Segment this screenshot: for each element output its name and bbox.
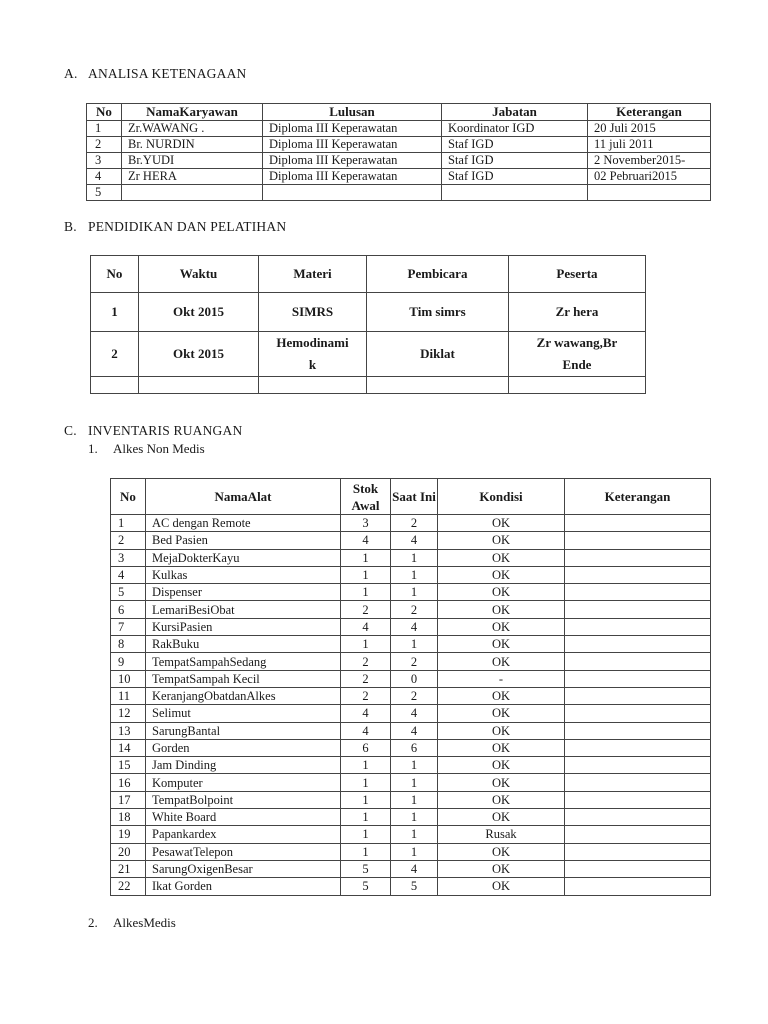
table-row: [111, 653, 711, 670]
cell-keterangan: [565, 826, 711, 843]
cell-nama-alat: PesawatTelepon: [146, 843, 341, 860]
cell-keterangan: [565, 566, 711, 583]
cell-kondisi: Rusak: [438, 826, 565, 843]
table-row: [87, 137, 711, 153]
cell-nama-alat: Dispenser: [146, 584, 341, 601]
cell-peserta-line1: Zr wawang,Br: [536, 335, 618, 350]
cell-kondisi: OK: [438, 774, 565, 791]
cell-keterangan: [565, 860, 711, 877]
cell-kondisi: OK: [438, 860, 565, 877]
cell-keterangan: [565, 809, 711, 826]
cell-stok-awal: 5: [341, 860, 391, 877]
cell-no: 3: [87, 153, 122, 169]
table-row: [87, 153, 711, 169]
cell-no: 2: [87, 137, 122, 153]
section-b-title: PENDIDIKAN DAN PELATIHAN: [88, 219, 287, 234]
cell-nama-alat: KursiPasien: [146, 618, 341, 635]
table-row: [111, 843, 711, 860]
cell-stok-awal: 2: [341, 670, 391, 687]
cell-keterangan: [565, 705, 711, 722]
cell-no: 5: [87, 185, 122, 201]
cell-no: 1: [91, 293, 139, 332]
subsection-1-heading: [88, 441, 205, 457]
cell-kondisi: OK: [438, 791, 565, 808]
col-header-keterangan: Keterangan: [565, 479, 711, 515]
cell-no: 20: [111, 843, 146, 860]
cell-nama-alat: Ikat Gorden: [146, 878, 341, 895]
table-header-row: [111, 479, 711, 515]
col-header-no: No: [91, 256, 139, 293]
cell-saat-ini: 4: [391, 722, 438, 739]
cell-stok-awal: 1: [341, 826, 391, 843]
col-header-pembicara: Pembicara: [367, 256, 509, 293]
table-row: [87, 169, 711, 185]
cell-keterangan: [565, 584, 711, 601]
cell-nama-alat: LemariBesiObat: [146, 601, 341, 618]
cell-stok-awal: 2: [341, 687, 391, 704]
cell-keterangan: [565, 722, 711, 739]
cell-keterangan: [565, 653, 711, 670]
cell-saat-ini: 0: [391, 670, 438, 687]
section-b-label: B.: [64, 219, 77, 234]
table-row: [111, 601, 711, 618]
cell-saat-ini: 1: [391, 549, 438, 566]
cell-peserta: [509, 332, 646, 377]
cell-lulusan: [263, 185, 442, 201]
cell-saat-ini: 1: [391, 843, 438, 860]
cell-stok-awal: 1: [341, 757, 391, 774]
cell-jabatan: Staf IGD: [442, 137, 588, 153]
cell-stok-awal: 2: [341, 601, 391, 618]
cell-stok-awal: 1: [341, 843, 391, 860]
training-table: [90, 255, 646, 394]
cell-no: 13: [111, 722, 146, 739]
cell-keterangan: 20 Juli 2015: [588, 121, 711, 137]
cell-stok-awal: 1: [341, 774, 391, 791]
cell-kondisi: OK: [438, 757, 565, 774]
subsection-2-number: 2.: [88, 915, 98, 930]
table-row: [87, 121, 711, 137]
cell-keterangan: [565, 515, 711, 532]
subsection-1-title: Alkes Non Medis: [113, 441, 205, 456]
cell-saat-ini: 4: [391, 618, 438, 635]
table-row: [111, 826, 711, 843]
cell-stok-awal: 1: [341, 549, 391, 566]
cell-lulusan: Diploma III Keperawatan: [263, 153, 442, 169]
table-row: [91, 293, 646, 332]
cell-no: 4: [111, 566, 146, 583]
cell-jabatan: Koordinator IGD: [442, 121, 588, 137]
cell-saat-ini: 2: [391, 601, 438, 618]
cell-kondisi: OK: [438, 809, 565, 826]
cell-no: 9: [111, 653, 146, 670]
section-c-heading: [64, 423, 242, 439]
cell-no: 8: [111, 636, 146, 653]
table-row-empty: [91, 377, 646, 394]
cell-stok-awal: 4: [341, 532, 391, 549]
cell-no: 17: [111, 791, 146, 808]
cell-stok-awal: 1: [341, 584, 391, 601]
cell-nama-alat: Gorden: [146, 739, 341, 756]
cell-waktu: Okt 2015: [139, 332, 259, 377]
table-row: [91, 332, 646, 377]
cell-no: 6: [111, 601, 146, 618]
subsection-1-number: 1.: [88, 441, 98, 456]
cell-keterangan: [565, 757, 711, 774]
cell-saat-ini: 4: [391, 705, 438, 722]
cell-kondisi: OK: [438, 843, 565, 860]
cell-saat-ini: 5: [391, 878, 438, 895]
cell-no: 21: [111, 860, 146, 877]
cell-keterangan: [588, 185, 711, 201]
cell-nama-alat: MejaDokterKayu: [146, 549, 341, 566]
table-header-row: [87, 104, 711, 121]
cell-nama-alat: Kulkas: [146, 566, 341, 583]
section-c-title: INVENTARIS RUANGAN: [88, 423, 243, 438]
cell-saat-ini: 4: [391, 532, 438, 549]
cell-keterangan: 02 Pebruari2015: [588, 169, 711, 185]
table-row: [111, 636, 711, 653]
cell-peserta-line2: Ende: [562, 357, 592, 372]
cell-jabatan: Staf IGD: [442, 169, 588, 185]
cell-materi-line2: k: [308, 357, 317, 372]
cell-no: 3: [111, 549, 146, 566]
table-row: [111, 618, 711, 635]
cell-nama-alat: Jam Dinding: [146, 757, 341, 774]
cell-no: 5: [111, 584, 146, 601]
cell-no: 2: [111, 532, 146, 549]
col-header-no: No: [87, 104, 122, 121]
cell-saat-ini: 4: [391, 860, 438, 877]
cell-nama-alat: KeranjangObatdanAlkes: [146, 687, 341, 704]
cell-no: 1: [111, 515, 146, 532]
cell-kondisi: OK: [438, 515, 565, 532]
cell-kondisi: OK: [438, 687, 565, 704]
cell-nama-karyawan: Zr HERA: [122, 169, 263, 185]
table-row: [111, 549, 711, 566]
cell-no: 15: [111, 757, 146, 774]
cell-saat-ini: 1: [391, 636, 438, 653]
cell-nama-karyawan: Zr.WAWANG .: [122, 121, 263, 137]
table-row: [111, 532, 711, 549]
cell-peserta: Zr hera: [509, 293, 646, 332]
table-row: [111, 809, 711, 826]
table-row: [111, 860, 711, 877]
cell-keterangan: 2 November2015-: [588, 153, 711, 169]
col-header-jabatan: Jabatan: [442, 104, 588, 121]
table-row: [111, 757, 711, 774]
section-a-label: A.: [64, 66, 78, 81]
cell-pembicara: [367, 377, 509, 394]
cell-keterangan: [565, 878, 711, 895]
cell-nama-alat: White Board: [146, 809, 341, 826]
inventory-table: [110, 478, 711, 896]
cell-stok-awal: 4: [341, 722, 391, 739]
cell-nama-alat: TempatBolpoint: [146, 791, 341, 808]
cell-saat-ini: 1: [391, 774, 438, 791]
cell-stok-awal: 1: [341, 566, 391, 583]
cell-saat-ini: 1: [391, 791, 438, 808]
cell-nama-alat: Komputer: [146, 774, 341, 791]
cell-stok-awal: 1: [341, 636, 391, 653]
cell-kondisi: OK: [438, 584, 565, 601]
cell-kondisi: OK: [438, 705, 565, 722]
cell-no: 1: [87, 121, 122, 137]
cell-no: 19: [111, 826, 146, 843]
cell-nama-alat: Papankardex: [146, 826, 341, 843]
section-b-heading: [64, 219, 286, 235]
cell-keterangan: [565, 549, 711, 566]
cell-saat-ini: 1: [391, 584, 438, 601]
table-row: [111, 791, 711, 808]
col-header-peserta: Peserta: [509, 256, 646, 293]
cell-lulusan: Diploma III Keperawatan: [263, 121, 442, 137]
cell-no: 16: [111, 774, 146, 791]
cell-no: [91, 377, 139, 394]
table-header-row: [91, 256, 646, 293]
cell-kondisi: OK: [438, 532, 565, 549]
cell-stok-awal: 4: [341, 618, 391, 635]
cell-saat-ini: 2: [391, 653, 438, 670]
cell-nama-karyawan: [122, 185, 263, 201]
cell-nama-alat: Selimut: [146, 705, 341, 722]
cell-kondisi: OK: [438, 653, 565, 670]
cell-keterangan: [565, 774, 711, 791]
subsection-2-title: AlkesMedis: [113, 915, 176, 930]
cell-saat-ini: 2: [391, 687, 438, 704]
cell-nama-alat: RakBuku: [146, 636, 341, 653]
section-c-label: C.: [64, 423, 77, 438]
table-row: [111, 878, 711, 895]
col-header-waktu: Waktu: [139, 256, 259, 293]
cell-keterangan: [565, 532, 711, 549]
cell-materi: SIMRS: [259, 293, 367, 332]
cell-keterangan: 11 juli 2011: [588, 137, 711, 153]
cell-nama-alat: SarungBantal: [146, 722, 341, 739]
col-header-kondisi: Kondisi: [438, 479, 565, 515]
cell-keterangan: [565, 670, 711, 687]
cell-nama-alat: SarungOxigenBesar: [146, 860, 341, 877]
cell-peserta: [509, 377, 646, 394]
cell-no: 4: [87, 169, 122, 185]
cell-saat-ini: 6: [391, 739, 438, 756]
table-row: [87, 185, 711, 201]
cell-nama-karyawan: Br. NURDIN: [122, 137, 263, 153]
cell-pembicara: Tim simrs: [367, 293, 509, 332]
cell-jabatan: [442, 185, 588, 201]
cell-keterangan: [565, 843, 711, 860]
cell-jabatan: Staf IGD: [442, 153, 588, 169]
cell-kondisi: OK: [438, 601, 565, 618]
section-a-heading: [64, 66, 246, 82]
cell-nama-alat: Bed Pasien: [146, 532, 341, 549]
staff-analysis-table: [86, 103, 711, 201]
cell-keterangan: [565, 791, 711, 808]
cell-nama-alat: TempatSampahSedang: [146, 653, 341, 670]
col-header-no: No: [111, 479, 146, 515]
col-header-stok-awal: Stok Awal: [341, 479, 391, 515]
cell-no: 11: [111, 687, 146, 704]
col-header-lulusan: Lulusan: [263, 104, 442, 121]
table-row: [111, 739, 711, 756]
table-row: [111, 670, 711, 687]
col-header-nama-alat: NamaAlat: [146, 479, 341, 515]
col-header-keterangan: Keterangan: [588, 104, 711, 121]
col-header-saat-ini: Saat Ini: [391, 479, 438, 515]
cell-lulusan: Diploma III Keperawatan: [263, 137, 442, 153]
cell-keterangan: [565, 636, 711, 653]
cell-no: 18: [111, 809, 146, 826]
cell-saat-ini: 1: [391, 566, 438, 583]
table-row: [111, 722, 711, 739]
cell-waktu: Okt 2015: [139, 293, 259, 332]
cell-lulusan: Diploma III Keperawatan: [263, 169, 442, 185]
cell-kondisi: -: [438, 670, 565, 687]
cell-kondisi: OK: [438, 739, 565, 756]
cell-kondisi: OK: [438, 722, 565, 739]
cell-kondisi: OK: [438, 636, 565, 653]
cell-stok-awal: 5: [341, 878, 391, 895]
cell-materi-line1: Hemodinami: [276, 335, 349, 350]
cell-saat-ini: 1: [391, 809, 438, 826]
cell-no: 14: [111, 739, 146, 756]
cell-no: 22: [111, 878, 146, 895]
table-row: [111, 774, 711, 791]
cell-keterangan: [565, 739, 711, 756]
cell-saat-ini: 2: [391, 515, 438, 532]
subsection-2-heading: [88, 915, 176, 931]
cell-stok-awal: 1: [341, 791, 391, 808]
cell-nama-alat: TempatSampah Kecil: [146, 670, 341, 687]
cell-kondisi: OK: [438, 566, 565, 583]
cell-stok-awal: 4: [341, 705, 391, 722]
cell-nama-alat: AC dengan Remote: [146, 515, 341, 532]
cell-stok-awal: 2: [341, 653, 391, 670]
cell-kondisi: OK: [438, 878, 565, 895]
table-row: [111, 687, 711, 704]
cell-nama-karyawan: Br.YUDI: [122, 153, 263, 169]
cell-keterangan: [565, 601, 711, 618]
cell-materi: [259, 377, 367, 394]
section-a-title: ANALISA KETENAGAAN: [88, 66, 247, 81]
cell-stok-awal: 3: [341, 515, 391, 532]
cell-waktu: [139, 377, 259, 394]
cell-kondisi: OK: [438, 549, 565, 566]
cell-no: 7: [111, 618, 146, 635]
cell-stok-awal: 1: [341, 809, 391, 826]
cell-keterangan: [565, 687, 711, 704]
cell-kondisi: OK: [438, 618, 565, 635]
table-row: [111, 515, 711, 532]
col-header-nama-karyawan: NamaKaryawan: [122, 104, 263, 121]
table-row: [111, 584, 711, 601]
cell-pembicara: Diklat: [367, 332, 509, 377]
col-header-materi: Materi: [259, 256, 367, 293]
cell-no: 10: [111, 670, 146, 687]
cell-no: 2: [91, 332, 139, 377]
cell-no: 12: [111, 705, 146, 722]
cell-saat-ini: 1: [391, 757, 438, 774]
cell-stok-awal: 6: [341, 739, 391, 756]
table-row: [111, 705, 711, 722]
table-row: [111, 566, 711, 583]
cell-saat-ini: 1: [391, 826, 438, 843]
cell-keterangan: [565, 618, 711, 635]
cell-materi: [259, 332, 367, 377]
